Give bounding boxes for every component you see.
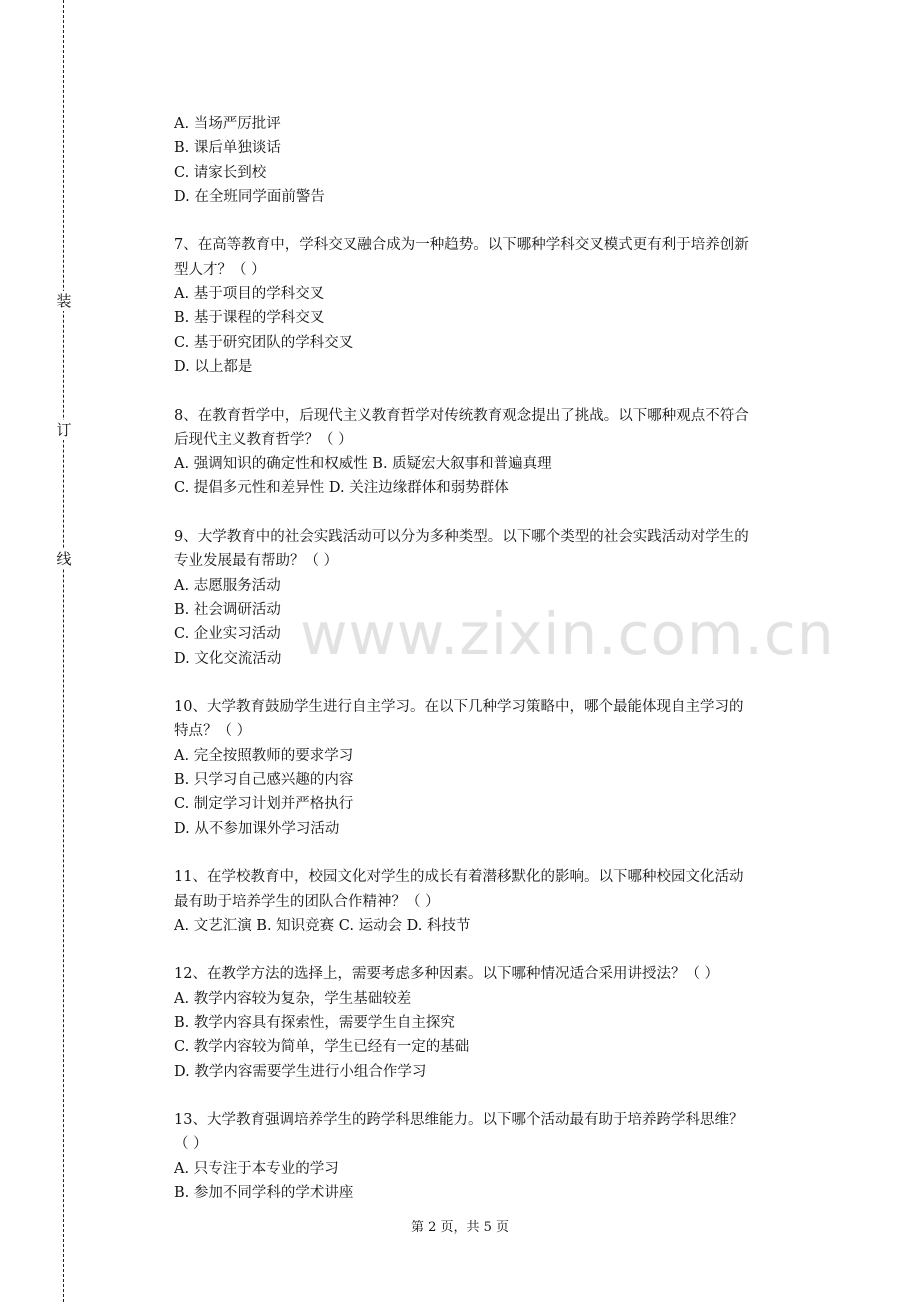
question-6-options	[174, 112, 814, 209]
option: B. 参加不同学科的学术讲座	[174, 1185, 354, 1202]
question-text: 型人才？（ ）	[174, 261, 266, 278]
option: C. 请家长到校	[174, 164, 267, 181]
page-footer: 第 2 页，共 5 页	[410, 1220, 510, 1235]
question-text: 10、大学教育鼓励学生进行自主学习。在以下几种学习策略中，哪个最能体现自主学习的	[174, 699, 744, 716]
binding-dashed-line	[63, 0, 64, 1302]
question-7	[174, 233, 814, 379]
question-text: （ ）	[174, 1136, 208, 1153]
option: D. 以上都是	[174, 358, 253, 375]
binding-label-zhuang: 装	[56, 292, 72, 310]
question-8	[174, 404, 814, 501]
question-text: 7、在高等教育中，学科交叉融合成为一种趋势。以下哪种学科交叉模式更有利于培养创新	[174, 237, 749, 254]
option: A. 当场严厉批评	[174, 116, 281, 132]
question-text: 8、在教育哲学中，后现代主义教育哲学对传统教育观念提出了挑战。以下哪种观点不符合	[174, 407, 749, 424]
option: A. 只专注于本专业的学习	[174, 1160, 339, 1177]
question-text: 9、大学教育中的社会实践活动可以分为多种类型。以下哪个类型的社会实践活动对学生的	[174, 529, 749, 546]
question-text: 12、在教学方法的选择上，需要考虑多种因素。以下哪种情况适合采用讲授法？（ ）	[174, 966, 720, 983]
option: A. 教学内容较为复杂，学生基础较差	[174, 990, 412, 1007]
question-10	[174, 695, 814, 841]
option: C. 提倡多元性和差异性 D. 关注边缘群体和弱势群体	[174, 480, 509, 497]
question-text: 11、在学校教育中，校园文化对学生的成长有着潜移默化的影响。以下哪种校园文化活动	[174, 869, 744, 886]
question-12	[174, 962, 814, 1083]
option: A. 强调知识的确定性和权威性 B. 质疑宏大叙事和普遍真理	[174, 456, 552, 473]
option: B. 只学习自己感兴趣的内容	[174, 772, 354, 789]
question-text: 最有助于培养学生的团队合作精神？（ ）	[174, 893, 440, 910]
binding-label-xian: 线	[56, 550, 72, 568]
option: B. 社会调研活动	[174, 601, 281, 618]
question-text: 特点？（ ）	[174, 723, 252, 740]
question-13	[174, 1108, 814, 1205]
option: A. 志愿服务活动	[174, 577, 281, 594]
watermark: www.zixin.com.cn	[300, 600, 835, 668]
question-text: 专业发展最有帮助？（ ）	[174, 553, 339, 570]
option: D. 在全班同学面前警告	[174, 188, 325, 205]
option: D. 从不参加课外学习活动	[174, 820, 340, 837]
option: A. 完全按照教师的要求学习	[174, 747, 354, 764]
option: C. 基于研究团队的学科交叉	[174, 334, 354, 351]
question-11	[174, 865, 814, 938]
option: B. 基于课程的学科交叉	[174, 310, 325, 327]
option: B. 课后单独谈话	[174, 140, 281, 157]
option: C. 教学内容较为简单，学生已经有一定的基础	[174, 1039, 470, 1056]
option: A. 文艺汇演 B. 知识竞赛 C. 运动会 D. 科技节	[174, 917, 471, 934]
option: D. 教学内容需要学生进行小组合作学习	[174, 1063, 427, 1080]
binding-label-ding: 订	[56, 421, 72, 439]
question-text: 13、大学教育强调培养学生的跨学科思维能力。以下哪个活动最有助于培养跨学科思维？	[174, 1112, 744, 1129]
question-text: 后现代主义教育哲学？（ ）	[174, 431, 353, 448]
option: C. 制定学习计划并严格执行	[174, 796, 354, 813]
option: B. 教学内容具有探索性，需要学生自主探究	[174, 1014, 455, 1031]
option: C. 企业实习活动	[174, 626, 281, 643]
option: A. 基于项目的学科交叉	[174, 286, 325, 303]
option: D. 文化交流活动	[174, 650, 282, 667]
